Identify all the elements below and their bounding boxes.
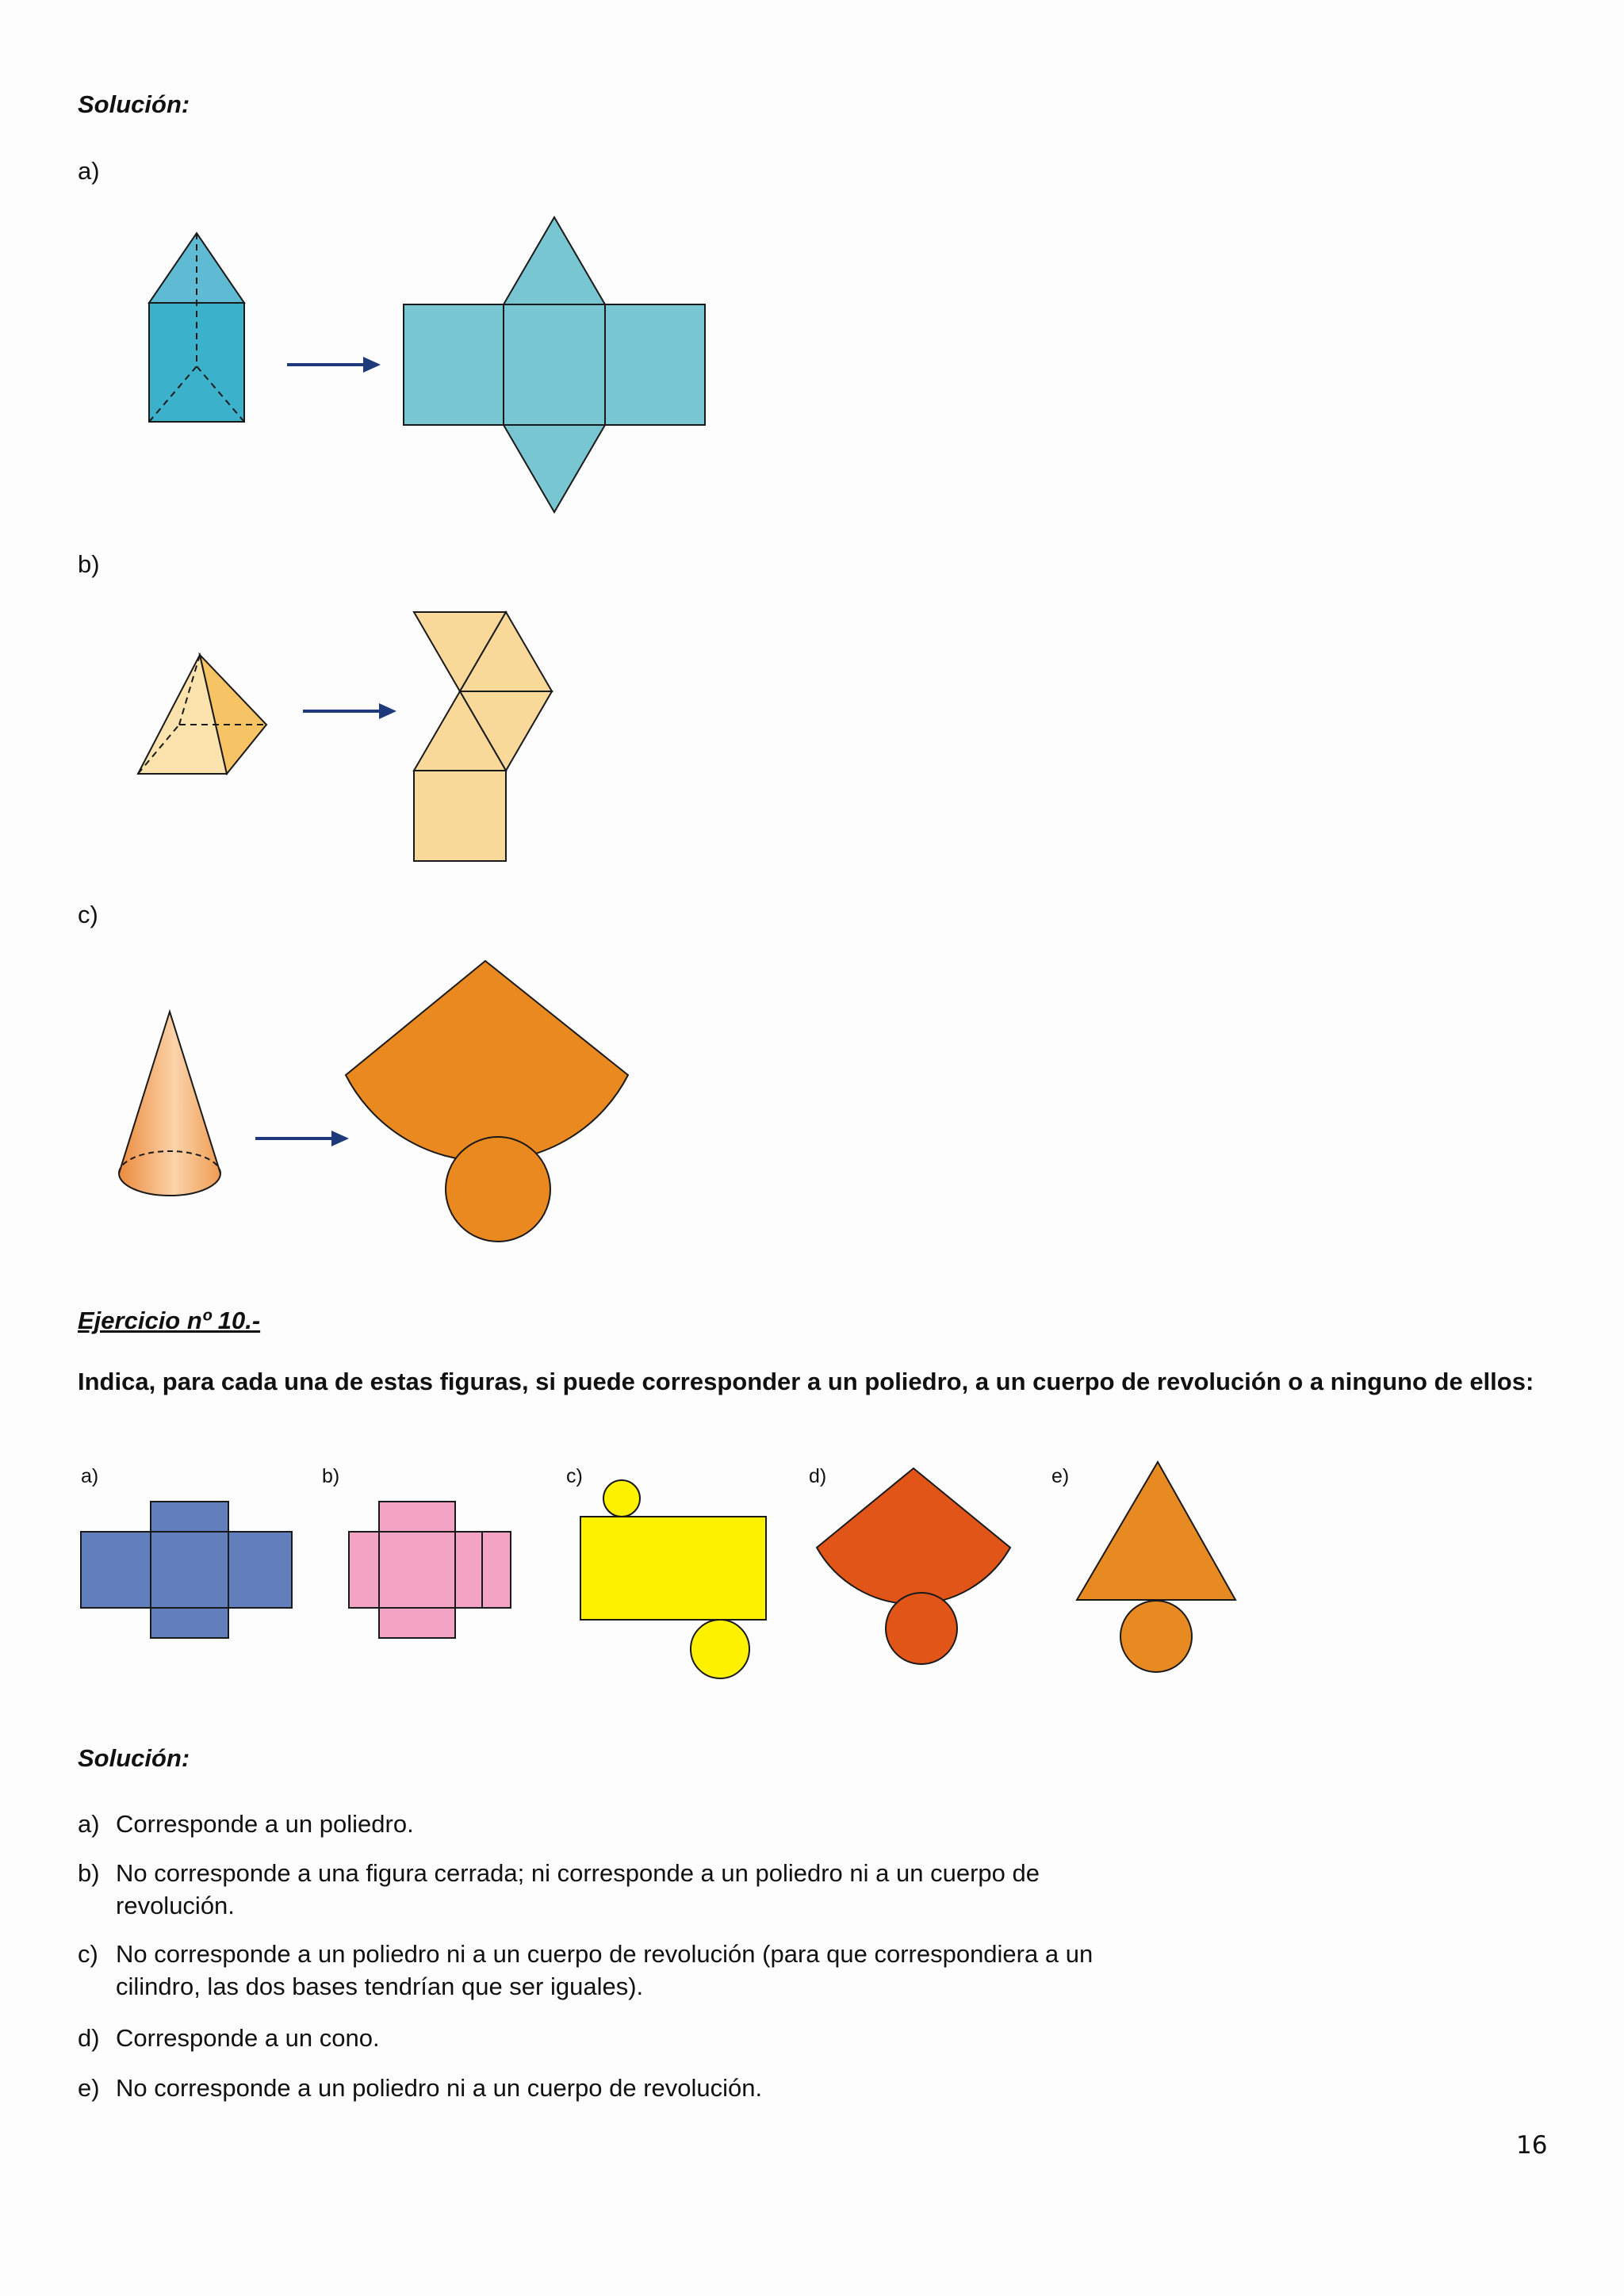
figure-c-label: c) [566, 1465, 583, 1487]
exercise-statement: Indica, para cada una de estas figuras, si puede corresponder a un poliedro, a un cuerpo de revolución o a ninguno de ellos: [78, 1368, 1534, 1395]
figure-d-label: d) [809, 1465, 827, 1487]
answer-c [78, 1938, 1346, 2003]
answer-a-text: Corresponde a un poliedro. [116, 1810, 414, 1838]
triangular-prism-figure [143, 230, 254, 428]
figure-a-label: a) [81, 1465, 99, 1487]
figure-b-label: b) [322, 1465, 340, 1487]
figure-d-cone-net [814, 1465, 1015, 1667]
answer-a [78, 1808, 1346, 1840]
answer-d [78, 2022, 1346, 2054]
solution2-heading: Solución: [78, 1744, 190, 1772]
arrow-a [287, 355, 382, 374]
part-a-label: a) [78, 157, 100, 185]
answer-b-letter: b) [78, 1859, 100, 1887]
figure-a-cube-net [79, 1500, 295, 1640]
pyramid-net-figure [411, 609, 557, 864]
answer-c-text-cont: cilindro, las dos bases tendrían que ser iguales). [116, 1973, 644, 2000]
figure-e-label: e) [1051, 1465, 1070, 1487]
prism-net-figure [400, 214, 710, 515]
answer-c-text: No corresponde a un poliedro ni a un cuerpo de revolución (para que correspondiera a un [116, 1940, 1094, 1968]
solution-heading: Solución: [78, 90, 190, 118]
answer-e [78, 2072, 1346, 2104]
cone-figure [116, 1008, 227, 1199]
answer-d-text: Corresponde a un cono. [116, 2024, 380, 2052]
part-c-label: c) [78, 901, 98, 928]
answer-e-letter: e) [78, 2074, 100, 2102]
answer-b [78, 1857, 1346, 1922]
square-pyramid-figure [135, 650, 270, 777]
figure-e-triangle-circle [1075, 1459, 1239, 1674]
arrow-c [255, 1129, 350, 1148]
answer-e-text: No corresponde a un poliedro ni a un cuerpo de revolución. [116, 2074, 763, 2102]
answer-d-letter: d) [78, 2024, 100, 2052]
part-b-label: b) [78, 550, 100, 578]
figure-b-open-net [347, 1500, 514, 1640]
figure-c-cylinder-net [579, 1478, 769, 1682]
answer-b-text: No corresponde a una figura cerrada; ni corresponde a un poliedro ni a un cuerpo de [116, 1859, 1040, 1887]
answer-b-text-cont: revolución. [116, 1892, 235, 1919]
arrow-b [303, 702, 398, 721]
page-number: 16 [1516, 2131, 1548, 2160]
exercise-title: Ejercicio nº 10.- [78, 1307, 261, 1334]
answer-c-letter: c) [78, 1940, 98, 1968]
cone-net-figure [343, 958, 636, 1245]
answer-a-letter: a) [78, 1810, 100, 1838]
